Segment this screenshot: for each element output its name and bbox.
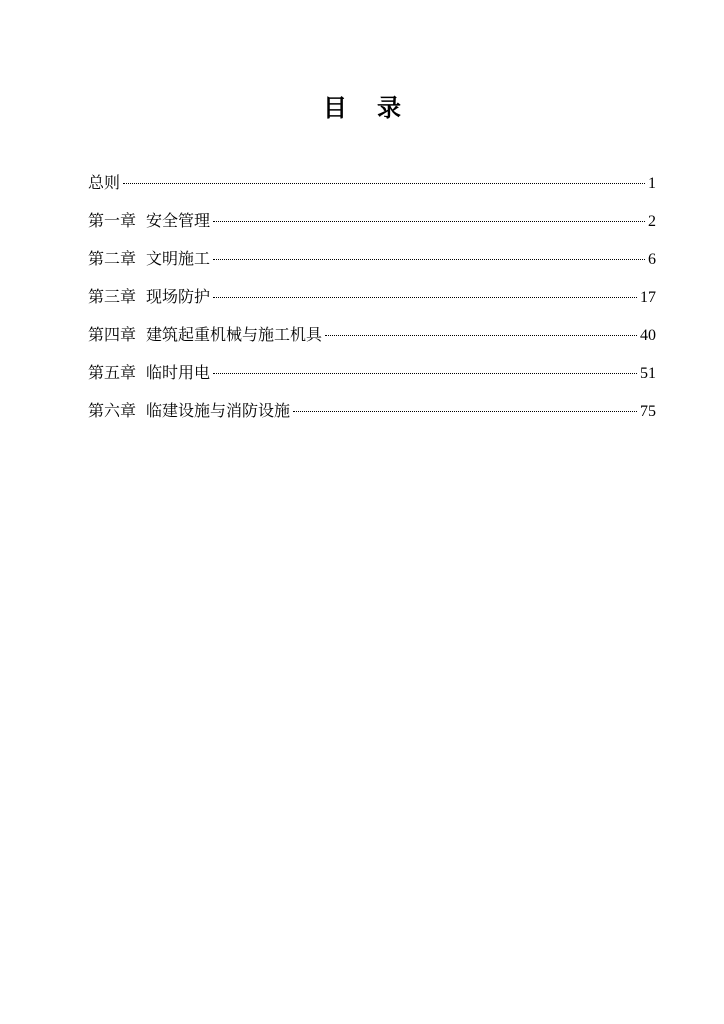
toc-entry-chapter-number: 第一章 <box>88 211 137 230</box>
toc-entry-heading: 临建设施与消防设施 <box>146 401 291 420</box>
toc-entry-heading: 文明施工 <box>146 249 211 268</box>
toc-entry-chapter-3[interactable] <box>88 284 656 322</box>
toc-dot-leader <box>213 220 645 222</box>
toc-dot-leader <box>123 182 645 184</box>
toc-entry-chapter-number: 第二章 <box>88 249 137 268</box>
toc-dot-leader <box>213 296 637 298</box>
toc-title-part-2: 录 <box>377 93 401 122</box>
toc-entry-chapter-5[interactable] <box>88 360 656 398</box>
toc-entry-chapter-number: 第五章 <box>88 363 137 382</box>
toc-dot-leader <box>213 258 645 260</box>
toc-entry-chapter-6[interactable] <box>88 398 656 436</box>
toc-title-part-1: 目 <box>323 93 347 122</box>
toc-entry-chapter-number: 第四章 <box>88 325 137 344</box>
toc-entry-page-number: 17 <box>640 289 656 306</box>
toc-entry-page-number: 2 <box>648 213 656 230</box>
toc-dot-leader <box>325 334 637 336</box>
toc-entry-heading: 建筑起重机械与施工机具 <box>146 325 323 344</box>
toc-entry-chapter-2[interactable] <box>88 246 656 284</box>
toc-entry-chapter-number: 第六章 <box>88 401 137 420</box>
toc-dot-leader <box>293 410 637 412</box>
toc-entry-general[interactable] <box>88 170 656 208</box>
toc-entry-page-number: 75 <box>640 403 656 420</box>
toc-entry-chapter-1[interactable] <box>88 208 656 246</box>
toc-dot-leader <box>213 372 637 374</box>
toc-entry-page-number: 51 <box>640 365 656 382</box>
toc-entry-page-number: 6 <box>648 251 656 268</box>
table-of-contents <box>88 170 656 436</box>
toc-entry-heading: 现场防护 <box>146 287 211 306</box>
toc-entry-heading: 临时用电 <box>146 363 211 382</box>
toc-entry-chapter-4[interactable] <box>88 322 656 360</box>
toc-entry-page-number: 40 <box>640 327 656 344</box>
toc-entry-heading: 总则 <box>88 173 121 192</box>
toc-title <box>0 88 724 123</box>
toc-entry-chapter-number: 第三章 <box>88 287 137 306</box>
toc-entry-page-number: 1 <box>648 175 656 192</box>
toc-entry-heading: 安全管理 <box>146 211 211 230</box>
